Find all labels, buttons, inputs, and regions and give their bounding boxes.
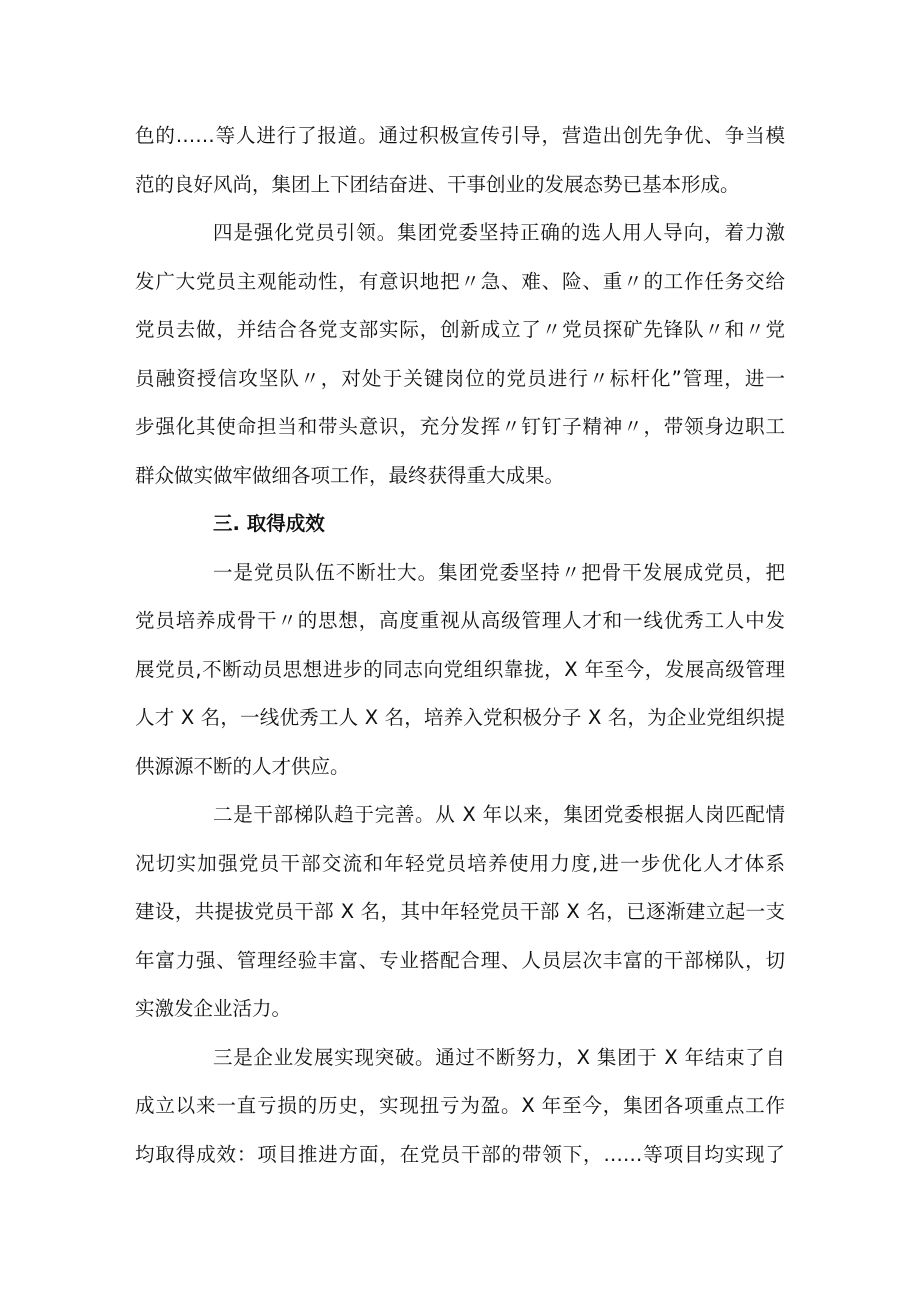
paragraph-three: [135, 1034, 785, 1180]
text-line: 发广大党员主观能动性，有意识地把〃急、难、险、重〃的工作任务交给: [135, 269, 785, 293]
text-line: 均取得成效：项目推进方面，在党员干部的带领下，……等项目均实现了: [135, 1142, 785, 1166]
text-line: 党员培养成骨干〃的思想，高度重视从高级管理人才和一线优秀工人中发: [135, 609, 785, 632]
document-body: [135, 112, 785, 1179]
text-line: 范的良好风尚，集团上下团结奋进、干事创业的发展态势已基本形成。: [135, 172, 740, 196]
text-line: 展党员,不断动员思想进步的同志向党组织靠拢，X 年至今，发展高级管理: [135, 657, 785, 681]
paragraph-four: [135, 209, 785, 500]
text-line: 成立以来一直亏损的历史，实现扭亏为盈。X 年至今，集团各项重点工作: [135, 1094, 785, 1117]
text-line: 四是强化党员引领。集团党委坚持正确的选人用人导向，着力激: [213, 221, 785, 244]
text-line: 二是干部梯队趋于完善。从 X 年以来，集团党委根据人岗匹配情: [213, 803, 785, 826]
text-line: 群众做实做牢做细各项工作，最终获得重大成果。: [135, 463, 565, 487]
section-heading: 三. 取得成效: [213, 512, 325, 535]
text-line: 一是党员队伍不断壮大。集团党委坚持〃把骨干发展成党员，把: [213, 560, 785, 584]
text-line: 况切实加强党员干部交流和年轻党员培养使用力度,进一步优化人才体系: [135, 851, 785, 875]
paragraph-one: [135, 549, 785, 792]
paragraph-two: [135, 791, 785, 1034]
text-line: 党员去做，并结合各党支部实际，创新成立了〃党员探矿先锋队〃和〃党: [135, 318, 785, 341]
text-line: 色的……等人进行了报道。通过积极宣传引导，营造出创先争优、争当模: [135, 124, 785, 147]
text-line: 步强化其使命担当和带头意识，充分发挥〃钉钉子精神〃，带领身边职工: [135, 415, 785, 438]
text-line: 年富力强、管理经验丰富、专业搭配合理、人员层次丰富的干部梯队，切: [135, 948, 785, 972]
text-line: 人才 X 名，一线优秀工人 X 名，培养入党积极分子 X 名，为企业党组织提: [135, 706, 785, 729]
text-line: 三是企业发展实现突破。通过不断努力，X 集团于 X 年结束了自: [213, 1045, 785, 1069]
text-line: 员融资授信攻坚队〃，对处于关键岗位的党员进行〃标杆化”管理，进一: [135, 366, 785, 390]
text-line: 实激发企业活力。: [135, 997, 292, 1020]
text-line: 供源源不断的人才供应。: [135, 754, 350, 778]
text-line: 建设，共提拔党员干部 X 名，其中年轻党员干部 X 名，已逐渐建立起一支: [135, 900, 785, 923]
paragraph-intro: [135, 112, 785, 209]
